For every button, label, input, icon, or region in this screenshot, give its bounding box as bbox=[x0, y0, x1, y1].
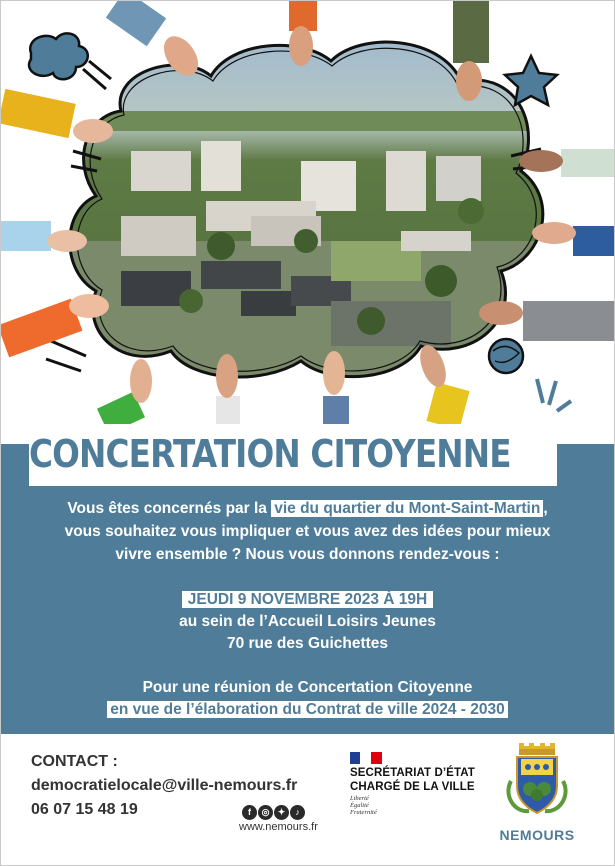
nemours-crest-icon bbox=[497, 741, 577, 821]
secretariat-line-2: CHARGÉ DE LA VILLE bbox=[350, 781, 475, 793]
facebook-icon[interactable]: f bbox=[242, 805, 257, 820]
purpose-line-2: en vue de l’élaboration du Contrat de ville 2024 - 2030 bbox=[107, 701, 508, 718]
page-title: CONCERTATION CITOYENNE bbox=[29, 432, 511, 476]
motto-fraternite: Fraternité bbox=[350, 809, 377, 816]
website-link[interactable]: www.nemours.fr bbox=[239, 821, 318, 833]
purpose-line-2-wrap bbox=[1, 699, 614, 720]
marianne-flag-icon bbox=[350, 752, 382, 764]
city-cloud-illustration bbox=[1, 1, 614, 431]
instagram-icon[interactable]: ◎ bbox=[258, 805, 273, 820]
contact-phone[interactable]: 06 07 15 48 19 bbox=[31, 801, 138, 818]
event-date-line bbox=[1, 589, 614, 610]
tiktok-icon[interactable]: ♪ bbox=[290, 805, 305, 820]
secretariat-line-1: SECRÉTARIAT D’ÉTAT bbox=[350, 767, 475, 779]
republic-motto bbox=[350, 795, 377, 816]
intro-line-3: vivre ensemble ? Nous vous donnons rendez-vous : bbox=[115, 546, 500, 563]
intro-prefix: Vous êtes concernés par la bbox=[67, 500, 272, 517]
motto-egalite: Égalité bbox=[350, 802, 369, 809]
scribble-doodle bbox=[489, 339, 523, 373]
event-date: JEUDI 9 NOVEMBRE 2023 À 19H bbox=[182, 591, 433, 608]
twitter-icon[interactable]: ✦ bbox=[274, 805, 289, 820]
aerial-city-photo bbox=[61, 31, 561, 401]
motto-liberte: Liberté bbox=[350, 795, 369, 802]
purpose-line-1: Pour une réunion de Concertation Citoyenne bbox=[142, 679, 473, 696]
contact-label: CONTACT : bbox=[31, 753, 118, 770]
social-icons bbox=[242, 802, 306, 818]
city-name: NEMOURS bbox=[499, 827, 575, 843]
intro-suffix: , bbox=[543, 500, 548, 517]
intro-line-1 bbox=[1, 498, 614, 519]
event-place: au sein de l’Accueil Loisirs Jeunes bbox=[179, 613, 436, 630]
neighbourhood-highlight: vie du quartier du Mont-Saint-Martin bbox=[271, 500, 543, 517]
puff-cloud-doodle bbox=[29, 33, 111, 89]
intro-line-2: vous souhaitez vous impliquer et vous avez des idées pour mieux bbox=[64, 523, 551, 540]
event-address: 70 rue des Guichettes bbox=[226, 635, 389, 652]
contact-email[interactable]: democratielocale@ville-nemours.fr bbox=[31, 777, 298, 794]
